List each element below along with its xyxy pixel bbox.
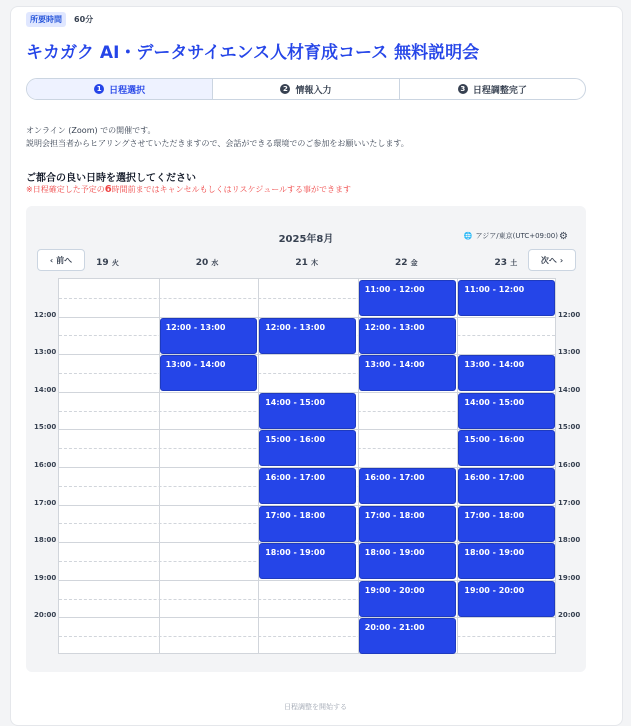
time-label-left: 17:00 <box>34 498 57 507</box>
time-slot[interactable]: 20:00 - 21:00 <box>359 618 456 654</box>
step-number: 3 <box>458 84 468 94</box>
time-slot[interactable]: 17:00 - 18:00 <box>259 506 356 542</box>
step-label: 日程調整完了 <box>472 85 527 96</box>
hour-line <box>59 617 555 618</box>
duration-value: 60分 <box>74 15 94 24</box>
step-info-input <box>213 79 399 99</box>
intro-line: オンライン (Zoom) での開催です。 <box>26 126 156 135</box>
time-label-right: 16:00 <box>558 461 581 469</box>
time-label-left: 15:00 <box>34 423 57 432</box>
time-slot[interactable]: 13:00 - 14:00 <box>359 355 456 391</box>
time-label-left: 12:00 <box>34 310 57 319</box>
intro-text <box>26 124 409 150</box>
intro-line: 説明会担当者からヒアリングさせていただきますので、会話ができる環境でのご参加をお願いいたします。 <box>26 139 409 148</box>
day-date: 21 <box>295 258 312 268</box>
time-slot[interactable]: 13:00 - 14:00 <box>160 355 257 391</box>
note-hours: 6 <box>104 184 112 195</box>
time-slot[interactable]: 14:00 - 15:00 <box>458 393 555 429</box>
time-label-left: 18:00 <box>34 536 57 545</box>
day-header-20 <box>158 258 257 268</box>
time-label-right: 18:00 <box>558 536 581 545</box>
time-label-left: 16:00 <box>34 461 57 469</box>
time-slot[interactable]: 15:00 - 16:00 <box>458 430 555 466</box>
half-hour-line <box>59 636 555 637</box>
time-slot[interactable]: 19:00 - 20:00 <box>458 581 555 617</box>
gear-icon[interactable]: ⚙ <box>559 231 568 242</box>
step-date-select <box>27 79 213 99</box>
day-weekday: 金 <box>410 259 418 267</box>
note-prefix: ※日程確定した予定の <box>26 185 105 194</box>
timezone-selector[interactable] <box>464 231 558 241</box>
step-number: 1 <box>94 84 104 94</box>
time-slot[interactable]: 11:00 - 12:00 <box>359 280 456 316</box>
time-label-left: 20:00 <box>34 611 57 620</box>
chevron-left-icon: ‹ <box>49 255 54 265</box>
footer-text: 日程調整を開始する <box>284 703 347 711</box>
time-label-left: 14:00 <box>34 385 57 394</box>
day-header-22 <box>357 258 456 268</box>
time-label-right: 15:00 <box>558 423 581 432</box>
duration-badge: 所要時間 <box>26 12 66 27</box>
time-slot[interactable]: 12:00 - 13:00 <box>160 318 257 354</box>
day-header-23 <box>456 258 555 268</box>
time-label-left: 13:00 <box>34 348 57 357</box>
day-header-21 <box>257 258 356 268</box>
day-weekday: 木 <box>311 259 319 267</box>
time-slot[interactable]: 17:00 - 18:00 <box>458 506 555 542</box>
step-label: 情報入力 <box>295 85 332 96</box>
prev-label: 前へ <box>56 255 73 265</box>
time-grid <box>58 278 556 654</box>
step-complete <box>400 79 585 99</box>
timezone-label: アジア/東京(UTC+09:00) <box>475 232 558 240</box>
time-slot[interactable]: 19:00 - 20:00 <box>359 581 456 617</box>
time-label-left: 19:00 <box>34 573 57 582</box>
day-date: 20 <box>195 258 212 268</box>
time-label-right: 14:00 <box>558 385 581 394</box>
cancel-note <box>26 184 351 195</box>
chevron-right-icon: › <box>559 255 564 265</box>
day-weekday: 土 <box>510 259 518 267</box>
day-header-19 <box>58 258 157 268</box>
time-label-right: 20:00 <box>558 611 581 620</box>
progress-stepper <box>26 78 586 100</box>
time-slot[interactable]: 17:00 - 18:00 <box>359 506 456 542</box>
meta-row <box>26 12 93 27</box>
time-slot[interactable]: 15:00 - 16:00 <box>259 430 356 466</box>
section-heading: ご都合の良い日時を選択してください <box>26 173 196 184</box>
step-number: 2 <box>280 84 290 94</box>
next-label: 次へ <box>540 255 557 265</box>
globe-icon: 🌐 <box>463 232 473 240</box>
time-label-right: 19:00 <box>558 573 581 582</box>
calendar <box>26 206 586 672</box>
time-slot[interactable]: 18:00 - 19:00 <box>458 543 555 579</box>
time-slot[interactable]: 18:00 - 19:00 <box>259 543 356 579</box>
day-date: 19 <box>96 258 112 268</box>
time-slot[interactable]: 16:00 - 17:00 <box>458 468 555 504</box>
time-slot[interactable]: 18:00 - 19:00 <box>359 543 456 579</box>
time-slot[interactable]: 16:00 - 17:00 <box>259 468 356 504</box>
step-label: 日程選択 <box>109 85 146 96</box>
time-label-right: 12:00 <box>558 310 581 319</box>
calendar-month: 2025年8月 <box>278 234 334 245</box>
time-slot[interactable]: 11:00 - 12:00 <box>458 280 555 316</box>
day-weekday: 水 <box>211 259 219 267</box>
time-slot[interactable]: 14:00 - 15:00 <box>259 393 356 429</box>
time-slot[interactable]: 12:00 - 13:00 <box>359 318 456 354</box>
day-weekday: 火 <box>111 259 119 267</box>
time-slot[interactable]: 16:00 - 17:00 <box>359 468 456 504</box>
page-title: キカガク AI・データサイエンス人材育成コース 無料説明会 <box>26 43 480 63</box>
time-slot[interactable]: 12:00 - 13:00 <box>259 318 356 354</box>
day-date: 22 <box>394 258 411 268</box>
time-label-right: 13:00 <box>558 348 581 357</box>
note-suffix: 時間前まではキャンセルもしくはリスケジュールする事ができます <box>111 185 352 194</box>
time-slot[interactable]: 13:00 - 14:00 <box>458 355 555 391</box>
day-date: 23 <box>494 258 511 268</box>
time-label-right: 17:00 <box>558 498 581 507</box>
